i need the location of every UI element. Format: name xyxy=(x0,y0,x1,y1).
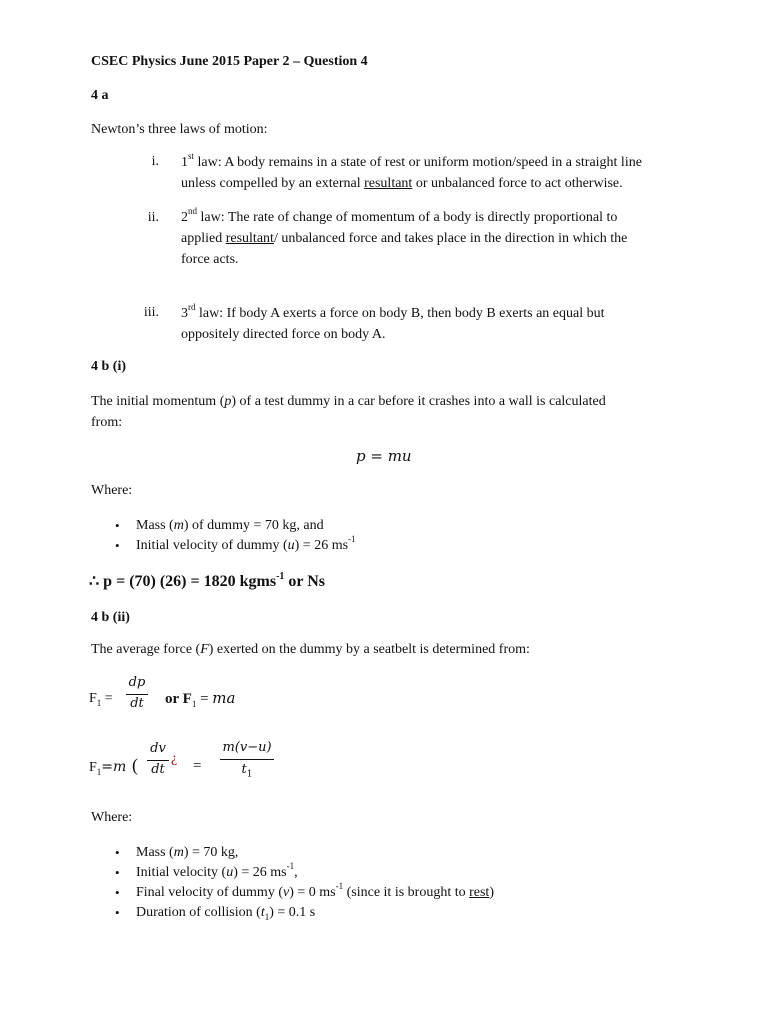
bullet-icon: • xyxy=(115,518,120,533)
fraction-denominator: $t_1$ xyxy=(241,762,253,780)
fraction-numerator: dp xyxy=(128,675,146,690)
fraction-numerator: dv xyxy=(150,741,166,756)
heading-4bi: 4 b (i) xyxy=(91,359,126,374)
fraction-bar xyxy=(147,760,169,761)
bullet-icon: • xyxy=(115,905,120,920)
heading-4a: 4 a xyxy=(91,88,109,103)
momentum-result: ∴ p = (70) (26) = 1820 kgms$^{-1}$ or Ns xyxy=(89,570,326,590)
fraction-bar xyxy=(220,759,274,760)
eq-alternative: or $F_1$ = ma xyxy=(165,689,236,709)
law-text: 2nd law: The rate of change of momentum of a body is directly proportional to applied resultant/ unbalanced force and takes place in the direction in which the force acts. xyxy=(181,206,628,267)
bullet-icon: • xyxy=(115,885,120,900)
law-numeral: i. xyxy=(151,154,159,169)
fraction-bar xyxy=(126,694,148,695)
open-paren: ( xyxy=(132,755,138,775)
bullet-icon: • xyxy=(115,538,120,553)
fraction-numerator: m(v−u) xyxy=(222,740,272,755)
paragraph-force: The average force (F) exerted on the dummy by a seatbelt is determined from: xyxy=(91,642,530,657)
heading-4bii: 4 b (ii) xyxy=(91,610,130,625)
law-numeral: iii. xyxy=(143,305,159,320)
bullet-icon: • xyxy=(115,865,120,880)
stray-glyph: ¿ xyxy=(171,751,178,766)
momentum-equation: p = mu xyxy=(356,447,412,465)
eq-lhs: $F_1=m$ xyxy=(89,759,127,777)
eq-lhs: $F_1$ = xyxy=(89,691,113,708)
fraction-denominator: dt xyxy=(130,696,144,711)
bullet-icon: • xyxy=(115,845,120,860)
law-numeral: ii. xyxy=(147,210,159,225)
equals-sign: = xyxy=(193,758,202,774)
law-text: 3rd law: If body A exerts a force on body B, then body B exerts an equal but oppositely directed force on body A. xyxy=(181,302,605,342)
paragraph-momentum: The initial momentum (p) of a test dummy in a car before it crashes into a wall is calculated from: xyxy=(91,394,606,430)
fraction-denominator: dt xyxy=(151,762,165,777)
where-label: Where: xyxy=(91,483,133,498)
where-label: Where: xyxy=(91,810,133,825)
law-text: 1st law: A body remains in a state of rest or uniform motion/speed in a straight line unless compelled by an external resultant or unbalanced force to act otherwise. xyxy=(181,151,642,191)
page-title: CSEC Physics June 2015 Paper 2 – Question 4 xyxy=(91,54,368,69)
intro-text: Newton’s three laws of motion: xyxy=(91,122,268,137)
